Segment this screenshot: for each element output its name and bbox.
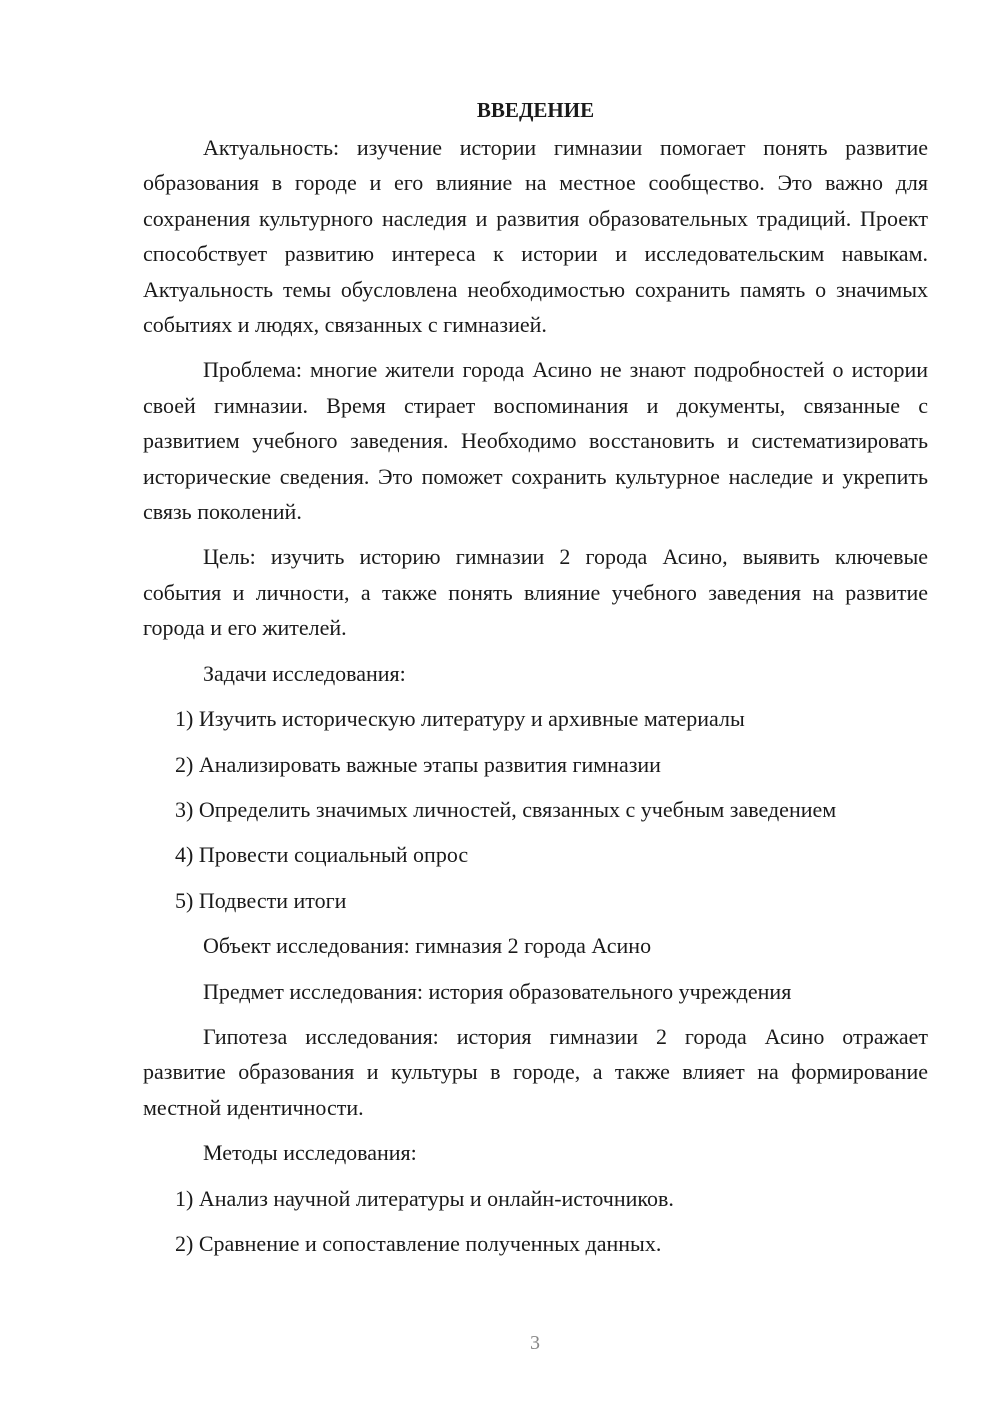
list-item: 1) Анализ научной литературы и онлайн-источников.: [175, 1185, 674, 1211]
tasks-heading: Задачи исследования:: [203, 660, 406, 686]
list-item: 4) Провести социальный опрос: [175, 842, 469, 868]
list-item: 2) Сравнение и сопоставление полученных данных.: [175, 1230, 662, 1256]
relevance-paragraph: Актуальность: изучение истории гимназии помогает понять развитие образования в городе и его влияние на местное сообщество. Это важно для сохранения культурного наследия и развития образовательных традиций. Проект способствует развитию интереса к истории и исследовательским навыкам. Актуальность темы обусловлена необходимостью сохранить память о значимых событиях и людях, связанных с гимназией.: [143, 135, 928, 338]
page-title: ВВЕДЕНИЕ: [476, 98, 595, 122]
document-page: [143, 95, 928, 1271]
methods-heading: Методы исследования:: [203, 1140, 417, 1166]
problem-paragraph: Проблема: многие жители города Асино не знают подробностей о истории своей гимназии. Время стирает воспоминания и документы, связанные с развитием учебного заведения. Необходимо восстановить и систематизировать исторические сведения. Это поможет сохранить культурное наследие и укрепить связь поколений.: [143, 357, 928, 525]
methods-list: [143, 1181, 928, 1262]
goal-paragraph: Цель: изучить историю гимназии 2 города Асино, выявить ключевые события и личности, а также понять влияние учебного заведения на развитие города и его жителей.: [143, 544, 928, 641]
list-item: 5) Подвести итоги: [175, 887, 347, 913]
research-subject: Предмет исследования: история образовательного учреждения: [203, 978, 792, 1004]
list-item: 2) Анализировать важные этапы развития гимназии: [175, 751, 661, 777]
list-item: 1) Изучить историческую литературу и архивные материалы: [175, 706, 745, 732]
page-number: 3: [530, 1332, 540, 1354]
tasks-list: [143, 701, 928, 918]
list-item: 3) Определить значимых личностей, связанных с учебным заведением: [175, 796, 837, 822]
hypothesis-paragraph: Гипотеза исследования: история гимназии 2 города Асино отражает развитие образования и культуры в городе, а также влияет на формирование местной идентичности.: [143, 1023, 928, 1120]
research-object: Объект исследования: гимназия 2 города Асино: [203, 933, 652, 959]
